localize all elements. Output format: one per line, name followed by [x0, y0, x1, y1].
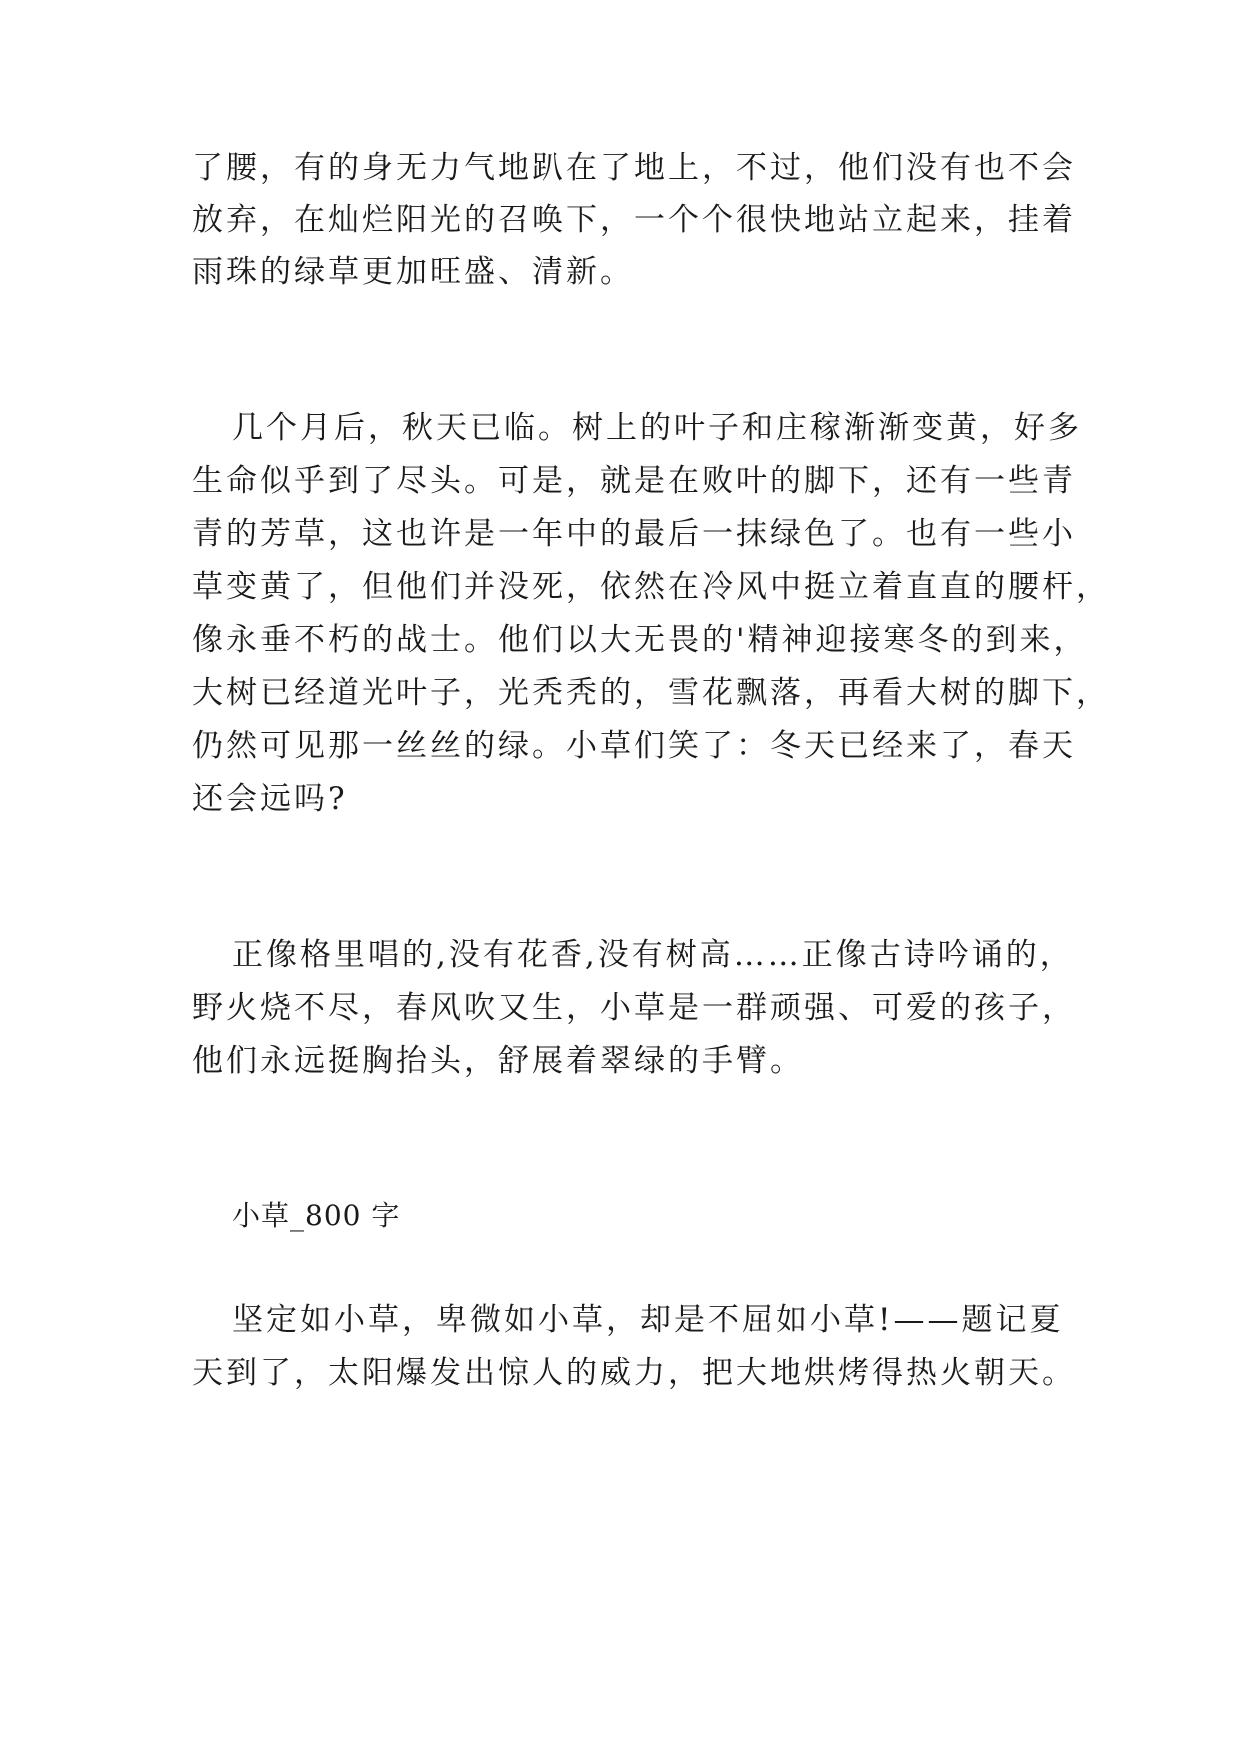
section-title: 小草_800 字: [232, 1199, 401, 1232]
paragraph-1-line-2: 放弃，在灿烂阳光的召唤下，一个个很快地站立起来，挂着: [192, 202, 1076, 238]
paragraph-4-line-2: 天到了，太阳爆发出惊人的威力，把大地烘烤得热火朝天。: [192, 1355, 1076, 1391]
paragraph-2-line-8: 还会远吗?: [192, 781, 348, 817]
paragraph-1-line-3: 雨珠的绿草更加旺盛、清新。: [192, 254, 634, 290]
paragraph-2-line-1: 几个月后，秋天已临。树上的叶子和庄稼渐渐变黄，好多: [232, 410, 1082, 446]
paragraph-2-line-6: 大树已经道光叶子，光秃秃的，雪花飘落，再看大树的脚下，: [192, 675, 1110, 711]
paragraph-3-line-1: 正像格里唱的,没有花香,没有树高……正像古诗吟诵的，: [232, 937, 1074, 973]
paragraph-1-line-1: 了腰，有的身无力气地趴在了地上，不过，他们没有也不会: [192, 150, 1076, 186]
paragraph-2-line-4: 草变黄了，但他们并没死，依然在冷风中挺立着直直的腰杆，: [192, 569, 1110, 605]
paragraph-2-line-5: 像永垂不朽的战士。他们以大无畏的'精神迎接寒冬的到来，: [192, 622, 1088, 658]
paragraph-4-line-1: 坚定如小草，卑微如小草，却是不屈如小草!——题记夏: [232, 1302, 1064, 1338]
paragraph-3-line-2: 野火烧不尽，春风吹又生，小草是一群顽强、可爱的孩子，: [192, 990, 1076, 1026]
paragraph-2-line-3: 青的芳草，这也许是一年中的最后一抹绿色了。也有一些小: [192, 516, 1076, 552]
paragraph-2-line-2: 生命似乎到了尽头。可是，就是在败叶的脚下，还有一些青: [192, 463, 1076, 499]
paragraph-3-line-3: 他们永远挺胸抬头，舒展着翠绿的手臂。: [192, 1043, 804, 1079]
paragraph-2-line-7: 仍然可见那一丝丝的绿。小草们笑了：冬天已经来了，春天: [192, 728, 1076, 764]
